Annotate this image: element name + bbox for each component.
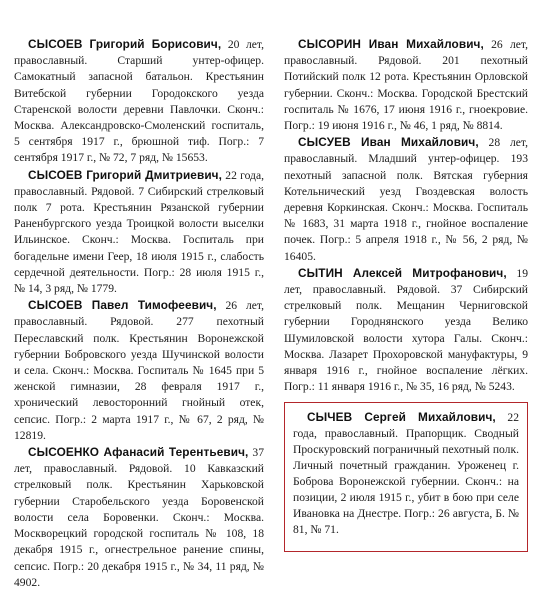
entry-sysuev-ivan-mikhaylovich [284, 134, 528, 265]
entry-sychev-sergey-mikhaylovich [293, 409, 519, 538]
entry-text: 28 лет, православный. Младший унтер-офицер. 193 пехотный запасной полк. Вятская губерния Котельнический уезд Гвоздевская волость деревня Коркинская. Сконч.: Москва. Госпиталь № 1683, 31 марта 1918 г., гнойное воспаление почек. Погр.: 5 апреля 1918 г., № 56, 2 ряд, № 16405. [284, 136, 528, 263]
entry-sysoenko-afanasiy-terentievich [14, 444, 264, 591]
entry-name: СЫСОЕВ Григорий Борисович, [28, 37, 222, 51]
entry-sysorin-ivan-mikhaylovich [284, 36, 528, 134]
entry-text: 19 лет, православный. Рядовой. 37 Сибирский стрелковый полк. Мещанин Черниговской губернии Городнянского уезда Велико Шумиловской волости хутора Галы. Сконч.: Москва. Лазарет Прохоровской мануфактуры, 9 января 1916 г., гнойное воспаление лёгких. Погр.: 11 января 1916 г., № 35, 16 ряд, № 5243. [284, 266, 528, 394]
entry-name: СЫСОЕНКО Афанасий Терентьевич, [28, 445, 249, 460]
entry-text: 20 лет, православный. Старший унтер-офицер. Самокатный запасной батальон. Крестьянин Витебской губернии Городокского уезда Старенской волости деревни Павлочки. Сконч.: Москва. Александровско-Смоленский госпиталь, 5 сентября 1917 г., брюшной тиф. Погр.: 7 сентября 1917 г., № 72, 7 ряд, № 15653. [14, 38, 264, 165]
entry-name: СЫТИН Алексей Митрофанович, [298, 265, 507, 280]
entry-name: СЫЧЕВ Сергей Михайлович, [307, 410, 496, 424]
entry-name: СЫСОЕВ Григорий Дмитриевич, [28, 167, 223, 182]
right-column [284, 36, 528, 395]
entry-name: СЫСОЕВ Павел Тимофеевич, [28, 298, 217, 313]
highlighted-entry-box [284, 402, 528, 552]
entry-sysoev-grigoriy-dmitrievich [14, 167, 264, 298]
entry-sytin-aleksey-mitrofanovich [284, 265, 528, 396]
entry-text: 26 лет, православный. Рядовой. 201 пехотный Потийский полк 12 рота. Крестьянин Орловской губернии. Сконч.: Москва. Городской Брестский госпиталь № 1676, 17 июня 1916 г., гноекровие. Погр.: 19 июня 1916 г., № 46, 1 ряд, № 8814. [284, 38, 528, 133]
entry-name: СЫСОРИН Иван Михайлович, [298, 37, 484, 51]
entry-text: 37 лет, православный. Рядовой. 10 Кавказский стрелковый полк. Крестьянин Харьковской губернии Старобельского уезда Боровенской волости села Боровенки. Сконч.: Москва. Москворецкий городской госпиталь № 108, 18 декабря 1915 г., огнестрельное ранение спины, сепсис. Погр.: 20 декабря 1915 г., № 34, 11 ряд, № 4902. [14, 446, 264, 589]
entry-sysoev-grigoriy-borisovich [14, 36, 264, 167]
entry-text: 22 года, православный. Рядовой. 7 Сибирский стрелковый полк 7 рота. Крестьянин Рязанской губернии Раненбургского уезда Троицкой волости выселки Ильинское. Сконч.: Москва. Госпиталь при богадельне имени Геер, 18 июля 1915 г., слабость сердечной деятельности. Погр.: 28 июля 1915 г., № 14, 3 ряд, № 1779. [14, 168, 265, 296]
left-column [14, 36, 264, 591]
entry-text: 26 лет, православный. Рядовой. 277 пехотный Переславский полк. Крестьянин Воронежской губернии Бобровского уезда Шучинской волости и села. Сконч.: Москва. Госпиталь № 1645 при 5 женской гимназии, 28 февраля 1917 г., хронический левосторонний гнойный отек, сепсис. Погр.: 2 марта 1917 г., № 67, 2 ряд, № 12819. [14, 299, 264, 442]
entry-sysoev-pavel-timofeevich [14, 297, 264, 444]
entry-name: СЫСУЕВ Иван Михайлович, [298, 135, 479, 150]
entry-text: 22 года, православный. Прапорщик. Сводный Проскуровский пограничный пехотный полк. Личный почетный гражданин. Уроженец г. Боброва Воронежской губернии. Сконч.: на позиции, 2 июля 1915 г., убит в бою при селе Ивановка на Днестре. Погр.: 26 августа, Б. № 81, № 71. [293, 411, 519, 536]
